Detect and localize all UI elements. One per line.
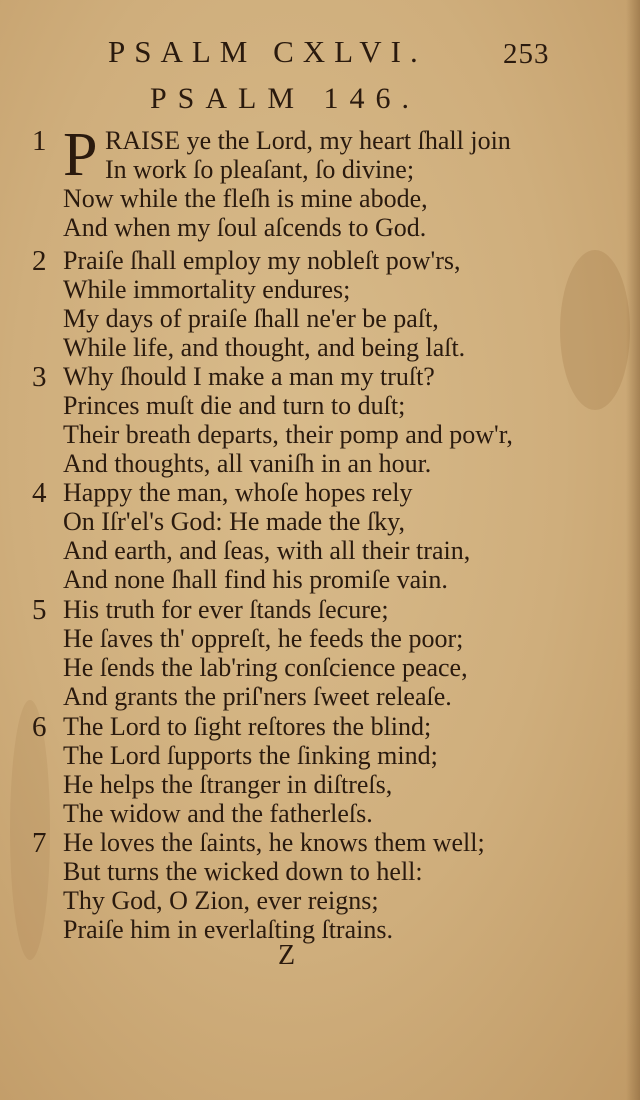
- verse-line: But turns the wicked down to hell:: [63, 857, 423, 886]
- stanza-number: 2: [32, 245, 47, 277]
- verse-line: Princes muſt die and turn to duſt;: [63, 391, 406, 420]
- verse-line: And grants the priſ'ners ſweet releaſe.: [63, 682, 452, 711]
- verse-line: He ſends the lab'ring conſcience peace,: [63, 653, 468, 682]
- paper-stain: [560, 250, 630, 410]
- verse-line: He helps the ſtranger in diſtreſs,: [63, 770, 393, 799]
- verse-line: Praiſe him in everlaſting ſtrains.: [63, 915, 393, 944]
- verse-line: My days of praiſe ſhall ne'er be paſt,: [63, 304, 439, 333]
- verse-line: He loves the ſaints, he knows them well;: [63, 828, 485, 857]
- verse-line: While immortality endures;: [63, 275, 351, 304]
- verse-line: He ſaves th' oppreſt, he feeds the poor;: [63, 624, 464, 653]
- verse-line: And none ſhall find his promiſe vain.: [63, 565, 448, 594]
- verse-line: In work ſo pleaſant, ſo divine;: [105, 155, 415, 184]
- verse-line: The widow and the fatherleſs.: [63, 799, 373, 828]
- running-head-title: PSALM CXLVI.: [108, 34, 427, 69]
- verse-line: And earth, and ſeas, with all their train,: [63, 536, 471, 565]
- verse-line: Happy the man, whoſe hopes rely: [63, 478, 413, 507]
- verse-line: And when my ſoul aſcends to God.: [63, 213, 427, 242]
- verse-line: The Lord to ſight reſtores the blind;: [63, 712, 432, 741]
- verse-line: Why ſhould I make a man my truſt?: [63, 362, 435, 391]
- verse-line: RAISE ye the Lord, my heart ſhall join: [105, 126, 511, 155]
- stanza-number: 6: [32, 711, 47, 743]
- page-edge-shadow: [626, 0, 640, 1100]
- stanza-number: 4: [32, 477, 47, 509]
- verse-line: His truth for ever ſtands ſecure;: [63, 595, 389, 624]
- verse-line: Now while the fleſh is mine abode,: [63, 184, 428, 213]
- psalm-title: PSALM 146.: [150, 82, 421, 115]
- verse-line: And thoughts, all vaniſh in an hour.: [63, 449, 432, 478]
- stanza-number: 3: [32, 361, 47, 393]
- stanza-number: 5: [32, 594, 47, 626]
- stanza-number: 7: [32, 827, 47, 859]
- verse-line: Thy God, O Zion, ever reigns;: [63, 886, 379, 915]
- signature-mark: Z: [278, 940, 296, 971]
- verse-line: The Lord ſupports the ſinking mind;: [63, 741, 438, 770]
- stanza-number: 1: [32, 125, 47, 157]
- running-head: [0, 30, 640, 70]
- verse-line: Praiſe ſhall employ my nobleſt pow'rs,: [63, 246, 461, 275]
- drop-cap: P: [63, 121, 98, 189]
- verse-line: Their breath departs, their pomp and pow'r,: [63, 420, 513, 449]
- verse-line: On Iſr'el's God: He made the ſky,: [63, 507, 405, 536]
- verse-line: While life, and thought, and being laſt.: [63, 333, 466, 362]
- page-number: 253: [503, 38, 550, 70]
